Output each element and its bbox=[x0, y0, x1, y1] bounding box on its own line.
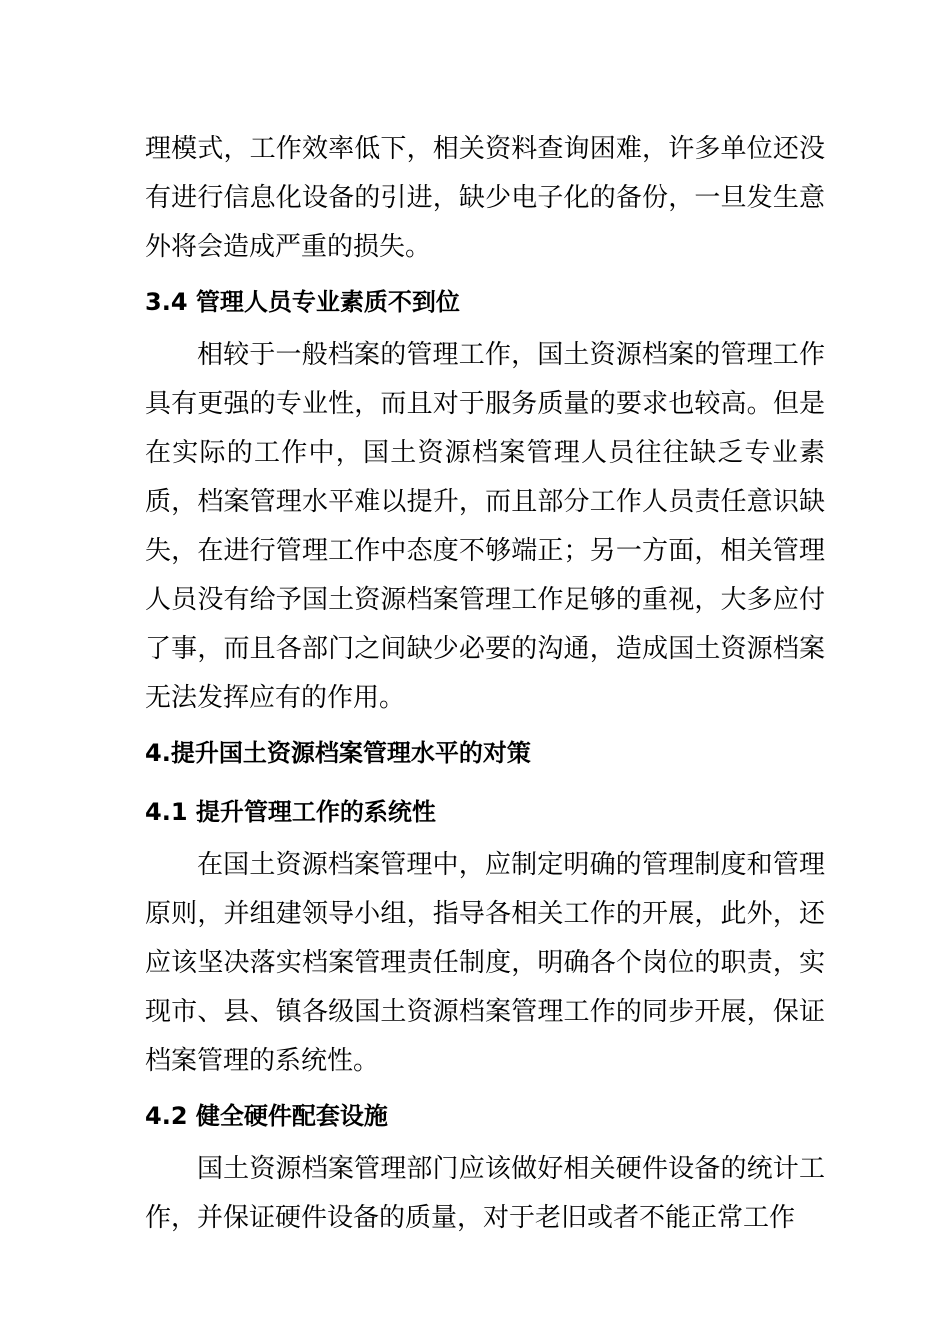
paragraph-4-2: 国土资源档案管理部门应该做好相关硬件设备的统计工作，并保证硬件设备的质量，对于老旧或者不能正常工作 bbox=[145, 1154, 825, 1233]
section-heading-4: 4.提升国土资源档案管理水平的对策 bbox=[145, 739, 531, 767]
paragraph-3-4: 相较于一般档案的管理工作，国土资源档案的管理工作具有更强的专业性，而且对于服务质量的要求也较高。但是在实际的工作中，国土资源档案管理人员往往缺乏专业素质，档案管理水平难以提升，而且部分工作人员责任意识缺失，在进行管理工作中态度不够端正；另一方面，相关管理人员没有给予国土资源档案管理工作足够的重视，大多应付了事，而且各部门之间缺少必要的沟通，造成国土资源档案无法发挥应有的作用。 bbox=[145, 340, 825, 713]
paragraph-continuation: 理模式，工作效率低下，相关资料查询困难，许多单位还没有进行信息化设备的引进，缺少电子化的备份，一旦发生意外将会造成严重的损失。 bbox=[145, 134, 825, 262]
document-page bbox=[145, 125, 825, 1243]
section-heading-3-4: 3.4 管理人员专业素质不到位 bbox=[145, 288, 460, 316]
section-heading-4-1: 4.1 提升管理工作的系统性 bbox=[145, 798, 436, 826]
section-heading-4-2: 4.2 健全硬件配套设施 bbox=[145, 1102, 388, 1130]
paragraph-4-1: 在国土资源档案管理中，应制定明确的管理制度和管理原则，并组建领导小组，指导各相关工作的开展，此外，还应该坚决落实档案管理责任制度，明确各个岗位的职责，实现市、县、镇各级国土资源档案管理工作的同步开展，保证档案管理的系统性。 bbox=[145, 850, 825, 1076]
